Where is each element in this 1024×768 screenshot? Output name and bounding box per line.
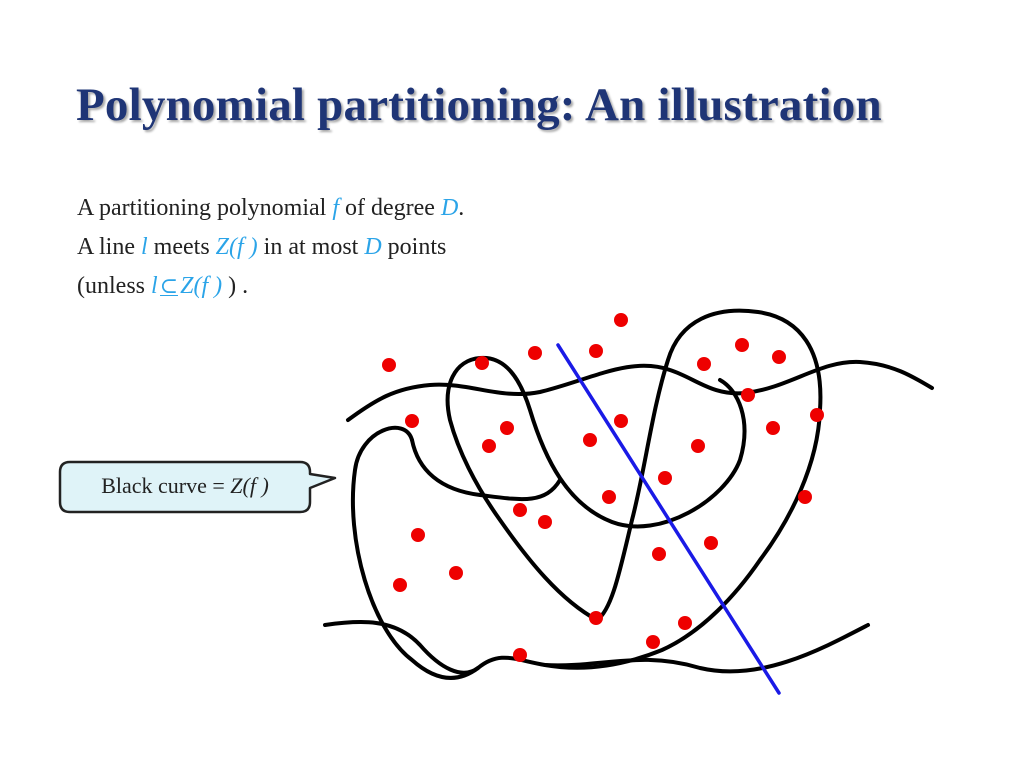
- text: ) .: [222, 273, 249, 299]
- point: [646, 635, 660, 649]
- point: [614, 414, 628, 428]
- math-f: f: [332, 195, 339, 221]
- math-D: D: [364, 234, 382, 260]
- point: [735, 338, 749, 352]
- point: [528, 346, 542, 360]
- point: [741, 388, 755, 402]
- math-D: D: [440, 195, 459, 221]
- point: [589, 611, 603, 625]
- text: A line: [77, 234, 141, 260]
- math-zf: Z(f ): [180, 273, 223, 299]
- point: [589, 344, 603, 358]
- point: [411, 528, 425, 542]
- math-zf: Z(f ): [215, 234, 258, 260]
- subset-symbol: ⊂: [159, 273, 179, 298]
- point: [697, 357, 711, 371]
- text: in at most: [257, 234, 365, 260]
- point: [513, 503, 527, 517]
- callout-label: [60, 462, 310, 512]
- callout-label-math: Z(f ): [230, 473, 269, 498]
- point: [691, 439, 705, 453]
- point: [772, 350, 786, 364]
- point: [475, 356, 489, 370]
- point: [538, 515, 552, 529]
- point: [652, 547, 666, 561]
- point: [513, 648, 527, 662]
- point: [678, 616, 692, 630]
- point: [810, 408, 824, 422]
- point: [482, 439, 496, 453]
- point: [704, 536, 718, 550]
- zero-set-curve-bottom: [325, 622, 478, 673]
- text: (unless: [77, 273, 151, 299]
- point: [449, 566, 463, 580]
- zero-set-curve-top: [348, 362, 932, 420]
- text: .: [458, 195, 465, 221]
- point: [405, 414, 419, 428]
- point: [500, 421, 514, 435]
- zero-set-curve-bottom-right: [545, 625, 868, 671]
- point: [766, 421, 780, 435]
- slide-title: Polynomial partitioning: An illustration: [76, 79, 882, 131]
- point: [583, 433, 597, 447]
- text: of degree: [339, 195, 441, 221]
- point: [614, 313, 628, 327]
- math-l: l: [151, 273, 158, 299]
- text: A partitioning polynomial: [77, 195, 333, 221]
- point: [382, 358, 396, 372]
- math-l: l: [141, 234, 148, 260]
- callout-label-text: Black curve =: [101, 473, 231, 498]
- point: [393, 578, 407, 592]
- text: meets: [147, 234, 216, 260]
- point: [798, 490, 812, 504]
- point: [602, 490, 616, 504]
- text: points: [381, 234, 447, 260]
- point: [658, 471, 672, 485]
- zero-set-curve-left-loop: [353, 311, 821, 678]
